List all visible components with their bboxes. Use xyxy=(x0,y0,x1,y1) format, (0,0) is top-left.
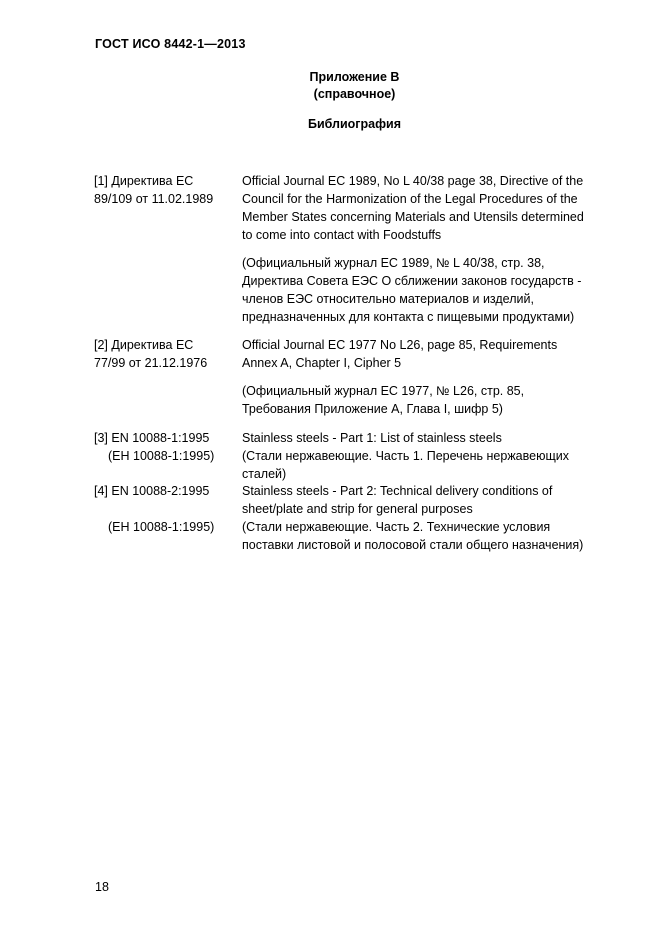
entry-3-translation-line: (Стали нержавеющие. Часть 1. Перечень нержавеющих xyxy=(242,449,569,463)
section-title: Библиография xyxy=(307,117,402,131)
entry-2-original-line: Annex A, Chapter I, Cipher 5 xyxy=(242,356,402,370)
entry-1-original xyxy=(242,172,622,244)
entry-2-translation xyxy=(242,382,622,418)
entry-3-translation-line: сталей) xyxy=(242,467,287,481)
entry-1-translation-line: членов ЕЭС относительно материалов и изделий, xyxy=(242,292,534,306)
entry-4-original-line: Stainless steels - Part 2: Technical delivery conditions of xyxy=(242,484,553,498)
page-number: 18 xyxy=(95,880,109,894)
entry-1-original-line: to come into contact with Foodstuffs xyxy=(242,228,442,242)
entry-2-translation-line: (Официальный журнал ЕС 1977, № L26, стр. 85, xyxy=(242,384,525,398)
entry-1-original-line: Official Journal EC 1989, No L 40/38 page 38, Directive of the xyxy=(242,174,584,188)
entry-4-translation-line: (Стали нержавеющие. Часть 2. Технические условия xyxy=(242,520,551,534)
entry-2-ref-line-1: [2] Директива ЕС xyxy=(94,338,194,352)
entry-2-original xyxy=(242,336,622,372)
entry-3-original-line: Stainless steels - Part 1: List of stainless steels xyxy=(242,431,502,445)
entry-1-translation-line: Директива Совета ЕЭС О сближении законов государств - xyxy=(242,274,582,288)
entry-2-ref-line-2: 77/99 от 21.12.1976 xyxy=(94,356,208,370)
appendix-label: Приложение В xyxy=(309,70,400,84)
entry-1-ref-line-1: [1] Директива ЕС xyxy=(94,174,194,188)
entry-4-original-line: sheet/plate and strip for general purposes xyxy=(242,502,473,516)
entry-2-translation-line: Требования Приложение А, Глава I, шифр 5) xyxy=(242,402,503,416)
entry-4-original xyxy=(242,482,622,518)
entry-2-original-line: Official Journal EC 1977 No L26, page 85, Requirements xyxy=(242,338,558,352)
entry-3-ref-line-2: (ЕН 10088-1:1995) xyxy=(108,449,215,463)
entry-1-original-line: Council for the Harmonization of the Legal Procedures of the xyxy=(242,192,578,206)
entry-4-ref-line-2: (ЕН 10088-1:1995) xyxy=(108,520,215,534)
appendix-status: (справочное) xyxy=(313,87,396,101)
entry-3-ref-line-1: [3] EN 10088-1:1995 xyxy=(94,431,210,445)
entry-4-translation-line: поставки листовой и полосовой стали общего назначения) xyxy=(242,538,584,552)
entry-3-original xyxy=(242,429,622,447)
entry-1-ref-line-2: 89/109 от 11.02.1989 xyxy=(94,192,214,206)
entry-3-translation xyxy=(242,447,622,483)
entry-1-translation-line: предназначенных для контакта с пищевыми продуктами) xyxy=(242,310,575,324)
entry-1-translation-line: (Официальный журнал ЕС 1989, № L 40/38, стр. 38, xyxy=(242,256,545,270)
entry-4-translation xyxy=(242,518,622,554)
entry-4-ref-line-1: [4] EN 10088-2:1995 xyxy=(94,484,210,498)
entry-1-translation xyxy=(242,254,622,326)
entry-1-original-line: Member States concerning Materials and Utensils determined xyxy=(242,210,584,224)
standard-header: ГОСТ ИСО 8442-1—2013 xyxy=(95,37,246,51)
